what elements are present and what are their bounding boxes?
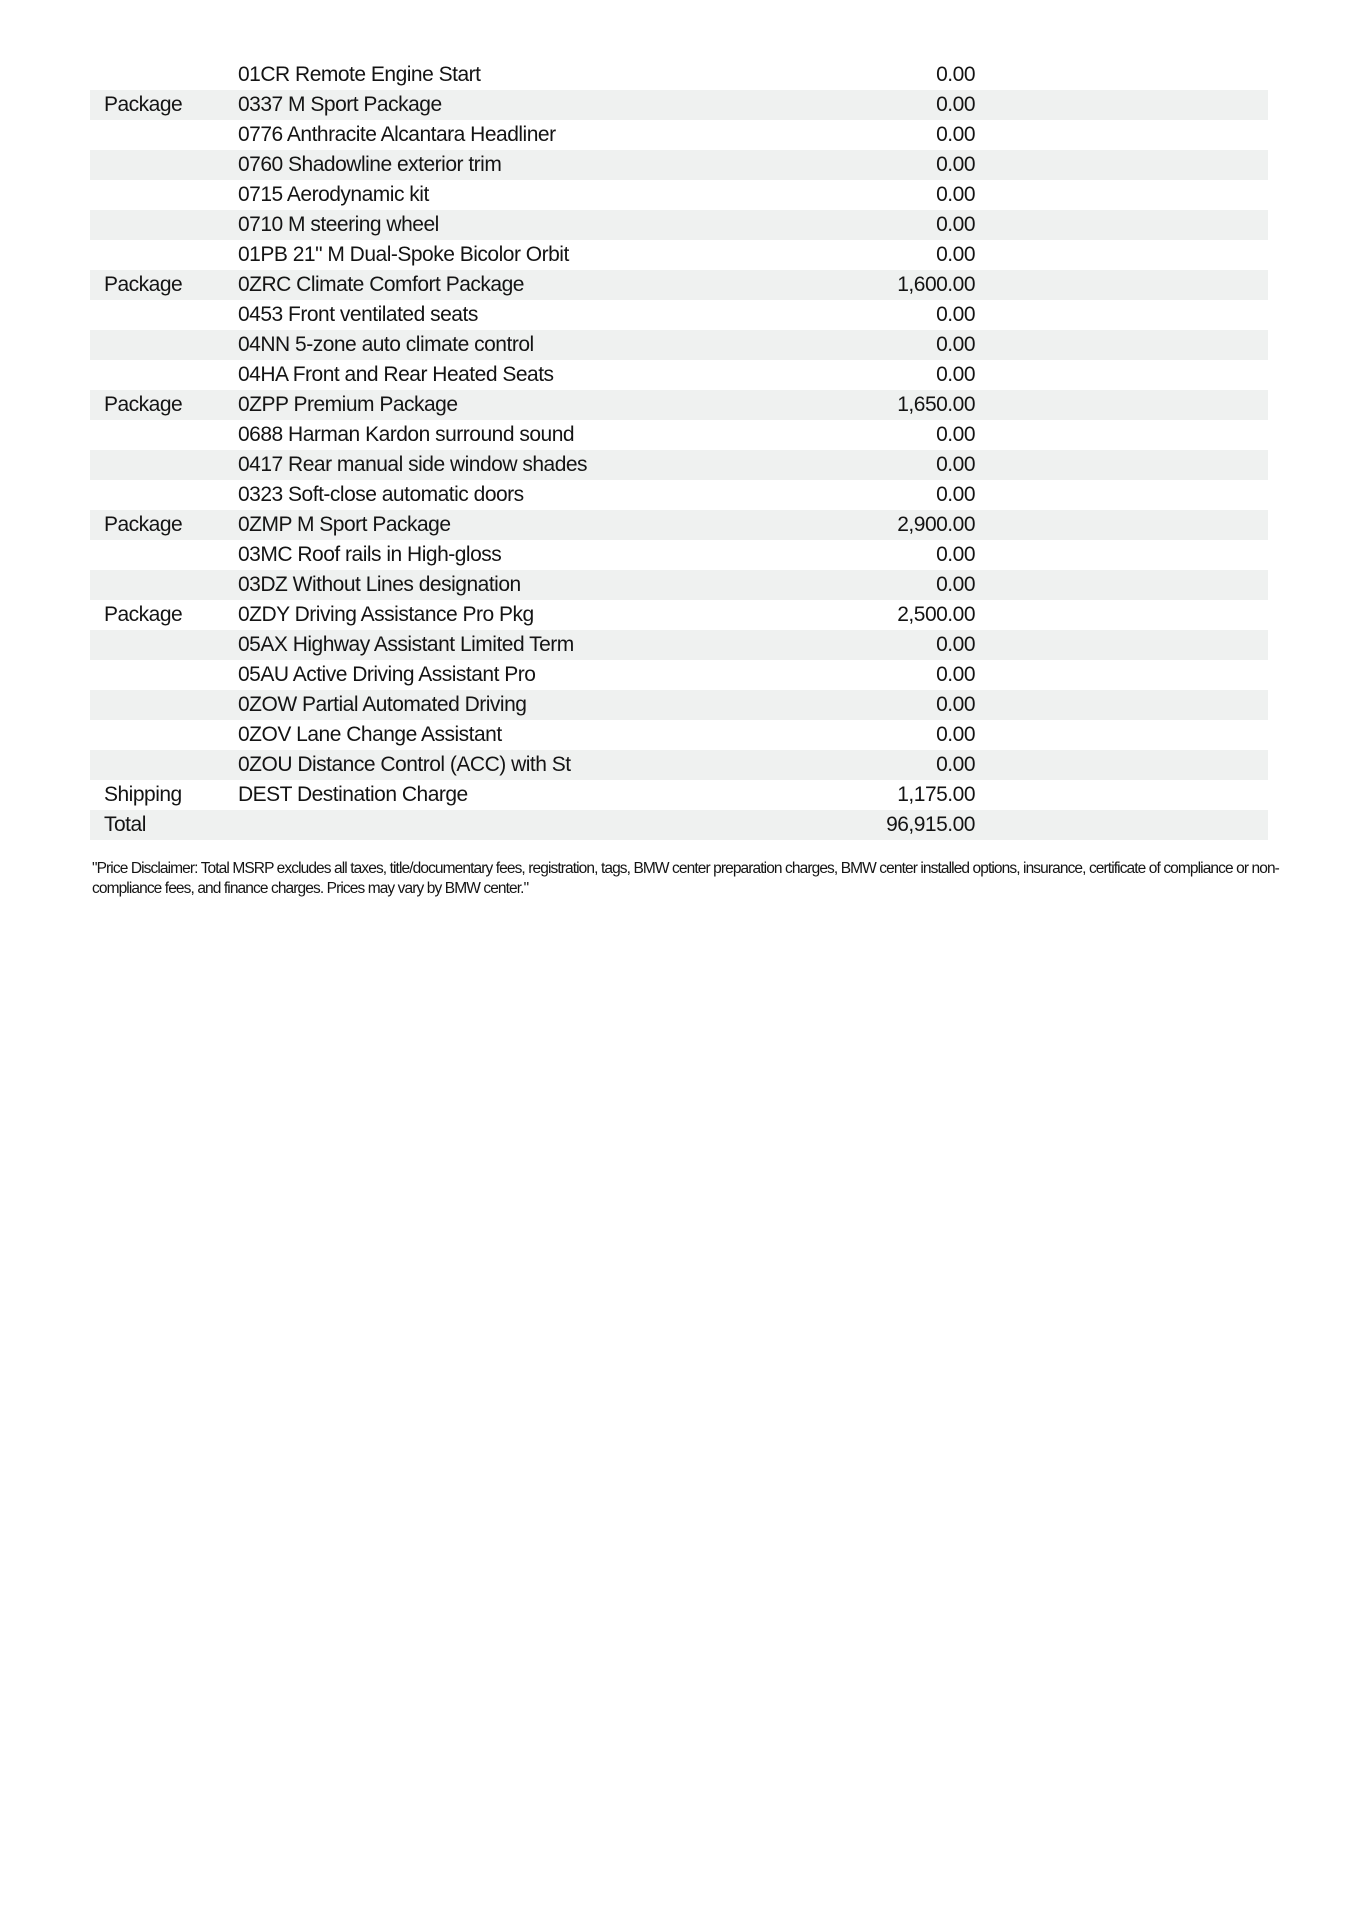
row-item-description: 01PB 21" M Dual-Spoke Bicolor Orbit: [238, 243, 569, 266]
row-category-label: Package: [104, 393, 183, 416]
row-price-value: 0.00: [936, 183, 975, 206]
table-row: [90, 690, 1268, 720]
row-item-description: 0ZRC Climate Comfort Package: [238, 273, 524, 296]
table-row: [90, 300, 1268, 330]
row-price-value: 0.00: [936, 663, 975, 686]
row-category-label: Package: [104, 603, 183, 626]
row-price-value: 0.00: [936, 243, 975, 266]
table-row: [90, 60, 1268, 90]
vehicle-options-table: [90, 60, 1268, 840]
row-item-description: 0776 Anthracite Alcantara Headliner: [238, 123, 556, 146]
row-item-description: 0337 M Sport Package: [238, 93, 442, 116]
table-row: [90, 150, 1268, 180]
table-row: [90, 660, 1268, 690]
row-price-value: 0.00: [936, 573, 975, 596]
row-price-value: 0.00: [936, 303, 975, 326]
row-price-value: 2,500.00: [897, 603, 975, 626]
row-price-value: 1,175.00: [897, 783, 975, 806]
row-price-value: 0.00: [936, 333, 975, 356]
row-price-value: 0.00: [936, 423, 975, 446]
table-row: [90, 270, 1268, 300]
row-item-description: DEST Destination Charge: [238, 783, 468, 806]
row-item-description: 0ZMP M Sport Package: [238, 513, 451, 536]
row-item-description: 04HA Front and Rear Heated Seats: [238, 363, 554, 386]
row-item-description: 0417 Rear manual side window shades: [238, 453, 588, 476]
row-item-description: 0453 Front ventilated seats: [238, 303, 478, 326]
table-row: [90, 780, 1268, 810]
row-price-value: 0.00: [936, 753, 975, 776]
table-row: [90, 600, 1268, 630]
row-price-value: 0.00: [936, 543, 975, 566]
row-item-description: 0ZOU Distance Control (ACC) with St: [238, 753, 571, 776]
table-row: [90, 420, 1268, 450]
row-price-value: 0.00: [936, 453, 975, 476]
row-item-description: 0ZDY Driving Assistance Pro Pkg: [238, 603, 534, 626]
table-row: [90, 630, 1268, 660]
row-price-value: 0.00: [936, 723, 975, 746]
table-row: [90, 570, 1268, 600]
table-row: [90, 360, 1268, 390]
row-item-description: 0715 Aerodynamic kit: [238, 183, 429, 206]
row-price-value: 0.00: [936, 123, 975, 146]
table-row: [90, 720, 1268, 750]
row-category-label: Shipping: [104, 783, 182, 806]
table-row: [90, 240, 1268, 270]
table-row: [90, 510, 1268, 540]
row-price-value: 0.00: [936, 213, 975, 236]
row-price-value: 0.00: [936, 153, 975, 176]
row-price-value: 0.00: [936, 363, 975, 386]
row-price-value: 1,600.00: [897, 273, 975, 296]
row-price-value: 0.00: [936, 93, 975, 116]
table-row: [90, 390, 1268, 420]
table-row: [90, 540, 1268, 570]
row-price-value: 96,915.00: [886, 813, 975, 836]
row-item-description: 0ZOW Partial Automated Driving: [238, 693, 527, 716]
table-row: [90, 480, 1268, 510]
row-price-value: 0.00: [936, 63, 975, 86]
row-item-description: 0688 Harman Kardon surround sound: [238, 423, 575, 446]
row-price-value: 2,900.00: [897, 513, 975, 536]
table-row: [90, 120, 1268, 150]
row-item-description: 05AX Highway Assistant Limited Term: [238, 633, 574, 656]
table-row: [90, 450, 1268, 480]
row-category-label: Package: [104, 93, 183, 116]
row-item-description: 0ZOV Lane Change Assistant: [238, 723, 502, 746]
row-item-description: 0ZPP Premium Package: [238, 393, 458, 416]
table-row: [90, 90, 1268, 120]
table-row: [90, 330, 1268, 360]
row-category-label: Package: [104, 273, 183, 296]
row-price-value: 0.00: [936, 483, 975, 506]
row-category-label: Total: [104, 813, 146, 836]
table-row: [90, 210, 1268, 240]
row-item-description: 0760 Shadowline exterior trim: [238, 153, 502, 176]
price-disclaimer-text: "Price Disclaimer: Total MSRP excludes all taxes, title/documentary fees, registration, tags, BMW center preparation charges, BMW center installed options, insurance, certificate of compliance or non-compliance fees, and finance charges. Prices may vary by BMW center.": [92, 860, 1279, 897]
row-item-description: 01CR Remote Engine Start: [238, 63, 481, 86]
row-item-description: 0710 M steering wheel: [238, 213, 439, 236]
row-item-description: 05AU Active Driving Assistant Pro: [238, 663, 536, 686]
row-category-label: Package: [104, 513, 183, 536]
row-item-description: 03DZ Without Lines designation: [238, 573, 521, 596]
row-price-value: 0.00: [936, 693, 975, 716]
row-item-description: 0323 Soft-close automatic doors: [238, 483, 524, 506]
row-price-value: 1,650.00: [897, 393, 975, 416]
table-row: [90, 750, 1268, 780]
row-price-value: 0.00: [936, 633, 975, 656]
row-item-description: 04NN 5-zone auto climate control: [238, 333, 534, 356]
row-item-description: 03MC Roof rails in High-gloss: [238, 543, 502, 566]
table-row: [90, 810, 1268, 840]
table-row: [90, 180, 1268, 210]
